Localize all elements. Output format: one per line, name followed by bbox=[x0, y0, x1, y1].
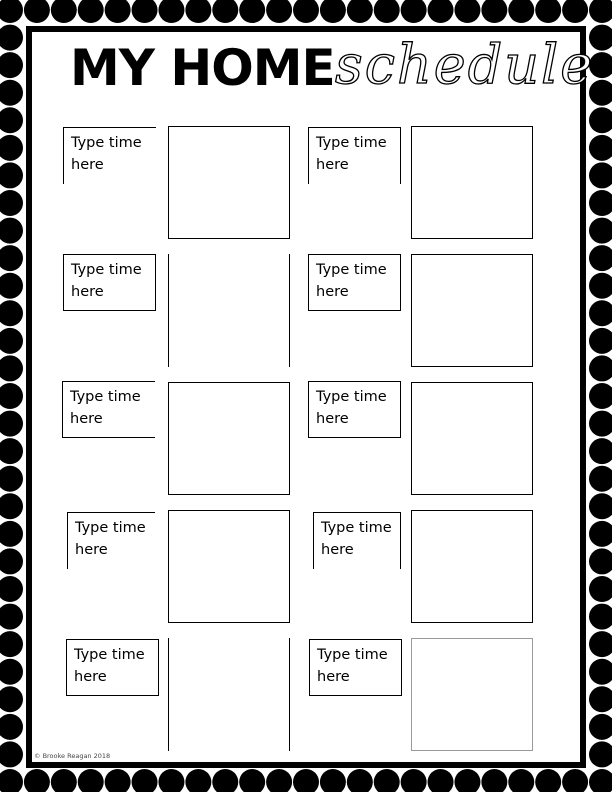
time-field[interactable]: Type time here bbox=[308, 127, 401, 184]
time-field[interactable]: Type time here bbox=[63, 254, 156, 311]
time-field[interactable]: Type time here bbox=[309, 639, 402, 696]
page-title: MY HOME bbox=[70, 39, 335, 97]
picture-box[interactable] bbox=[411, 126, 533, 239]
time-field[interactable]: Type time here bbox=[308, 381, 401, 438]
picture-box[interactable] bbox=[411, 638, 533, 751]
picture-box[interactable] bbox=[411, 510, 533, 623]
time-field[interactable]: Type time here bbox=[62, 381, 155, 438]
time-field[interactable]: Type time here bbox=[67, 512, 155, 569]
page-title-script: schedule bbox=[335, 33, 595, 96]
time-field[interactable]: Type time here bbox=[308, 254, 401, 311]
picture-box[interactable] bbox=[411, 254, 533, 367]
time-field[interactable]: Type time here bbox=[313, 512, 401, 569]
picture-box[interactable] bbox=[168, 382, 290, 495]
picture-box[interactable] bbox=[168, 510, 290, 623]
picture-box[interactable] bbox=[168, 254, 290, 367]
picture-box[interactable] bbox=[168, 126, 290, 239]
picture-box[interactable] bbox=[168, 638, 290, 751]
copyright-notice: © Brooke Reagan 2018 bbox=[34, 752, 111, 760]
time-field[interactable]: Type time here bbox=[63, 127, 156, 184]
picture-box[interactable] bbox=[411, 382, 533, 495]
time-field[interactable]: Type time here bbox=[66, 639, 159, 696]
